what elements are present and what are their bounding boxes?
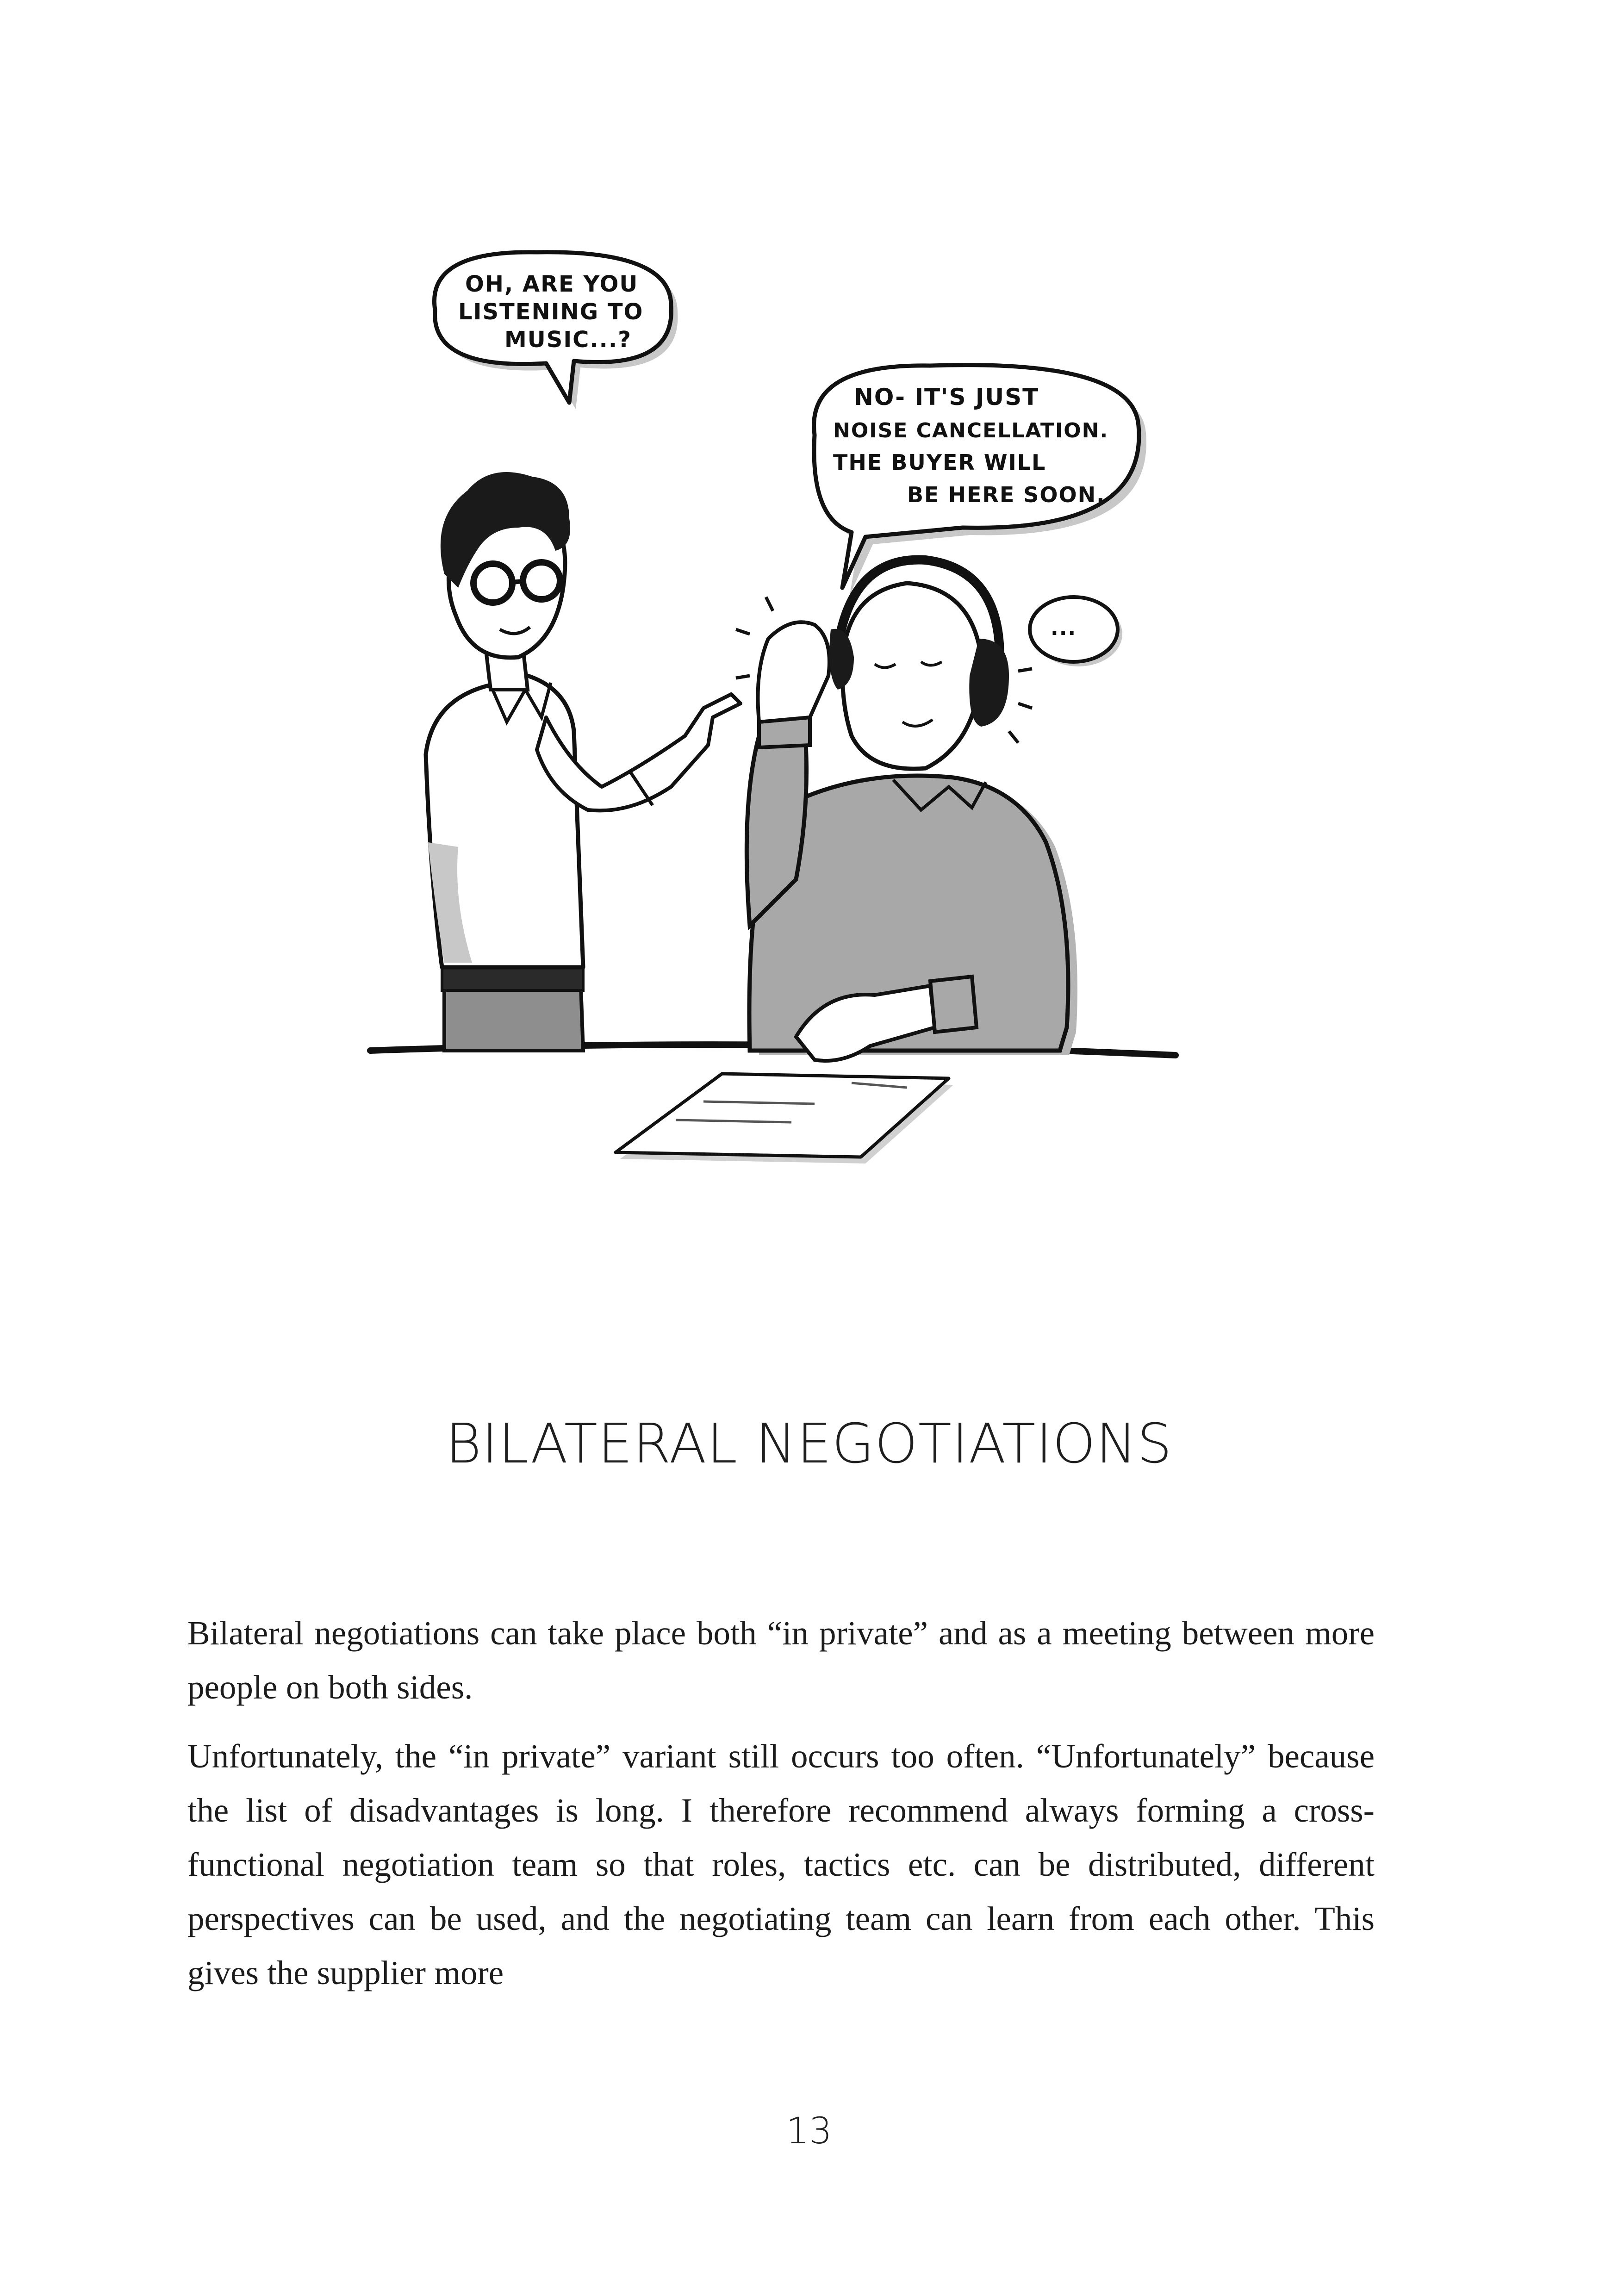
thought-bubble-small <box>1030 597 1122 666</box>
cartoon-drawing <box>352 231 1231 1226</box>
section-heading: BILATERAL NEGOTIATIONS <box>445 1412 1173 1475</box>
bubble-right-line-2: NOISE CANCELLATION. <box>833 419 1109 442</box>
paragraph: Bilateral negotiations can take place both “in private” and as a meeting between more people on both sides. <box>187 1614 1375 1706</box>
body-text <box>187 1606 1375 2015</box>
bubble-left-line-3: MUSIC...? <box>504 327 632 353</box>
cartoon-illustration <box>352 231 1231 1226</box>
bubble-right-line-4: BE HERE SOON. <box>907 482 1106 507</box>
page-number: 13 <box>786 2110 832 2152</box>
paragraph: Unfortunately, the “in private” variant still occurs too often. “Unfortunately” because the list of disadvantages is long. I therefore recommend always forming a cross-functional negotiation team so that roles, tactics etc. can be distributed, different perspectives can be used, and the negotiating team can learn from each other. This gives the supplier more <box>187 1737 1375 1991</box>
seated-man <box>736 560 1077 1061</box>
speech-bubble-left <box>434 252 671 403</box>
bubble-left-line-2: LISTENING TO <box>458 299 644 325</box>
bubble-right-line-1: NO- IT'S JUST <box>854 384 1039 411</box>
papers <box>616 1074 953 1164</box>
bubble-right-line-3: THE BUYER WILL <box>833 450 1046 475</box>
standing-man <box>426 472 741 1051</box>
bubble-left-line-1: OH, ARE YOU <box>465 271 639 297</box>
thought-bubble-text: ... <box>1051 616 1077 640</box>
